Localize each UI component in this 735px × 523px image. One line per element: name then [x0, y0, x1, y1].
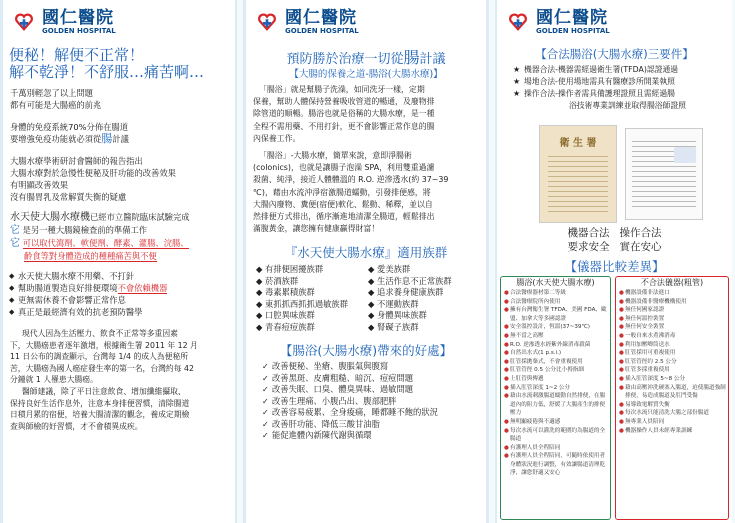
list-item: ● 肛管管徑 0.5 公分比小拇指細	[503, 366, 608, 375]
list-item: ◆ 不運動族群	[368, 298, 419, 309]
benefits-list	[246, 359, 486, 442]
list-item: ● 每次水流只能清洗大腸之部份腸道	[618, 409, 726, 418]
hospital-logo	[505, 10, 531, 36]
list-item: ● 有護理人員全程陪同	[503, 444, 608, 453]
panel-right	[497, 0, 732, 523]
list-item: ● 插入肛管深度 1~2 公分	[503, 384, 608, 393]
legal-device-box: 腸浴(水天使大腸水療) ● 合法醫療器材第二等級 ● 合法醫療院所內使用 ● 擁有台灣衛生署 TFDA、美國 FDA、歐盟、加拿大等多國認證 ● 安全溫控設計，恆溫(37~39℃) ● 無不當之高壓 ● R.O. 逆滲透水經紫外線消毒殺菌 ● 自然出水式(1 p.s.i.) ● 肛管採拋棄式，不會重複使用 ● 肛管管徑 0.5 公分比小拇指細 ● 上肛管與傳遞 ● 插入肛管深度 1~2 公分 ● 藉由水流刺激腸道蠕動自然排便，在腸道內的阻力低，舒緩了大腸產生的排便壓力 ● 無明顯疲倦與不適感 ● 每次水流可以灌洗的範圍約為腸道的全腸道 ● 有護理人員全程陪同 ● 有護理人員全程陪同，可隨時依使用者身體狀況進行調整，有效讓腸道清理乾淨，讓您舒適又安心	[500, 276, 611, 520]
list-item: ◆ 腎礙子族群	[368, 321, 419, 332]
certificate-image-1: 衛 生 署	[539, 125, 617, 223]
list-item: ● 擁有台灣衛生署 TFDA、美國 FDA、歐盟、加拿大等多國認證	[503, 306, 608, 323]
list-item: ● 肛管採拋棄式，不會重複使用	[503, 358, 608, 367]
list-item: ◆ 菸酒族群	[256, 275, 299, 286]
list-item: ● 合法醫療院所內使用	[503, 298, 608, 307]
illegal-device-box: 不合法儀器(粗管) ● 機器設備非法進口 ● 機器設備非醫療機構使用 ● 無任何國家認證 ● 無任何溫控裝置 ● 無任何安全裝置 ● 一般自來水煮沸消毒 ● 利用加壓唧筒送水 ● 肛管採用可重複使用 ● 肛管管徑約 2.5 公分 ● 肛管多採重複使用 ● 插入肛管深度 5~8 公分 ● 藉由高壓沖洗硬塞入腸道，迫使腸道強制排便，易造成腸道及肛門受傷 ● 易導致電解質失衡 ● 每次水流只能清洗大腸之部份腸道 ● 無專業人員陪同 ● 機器操作人員未經專業訓練	[615, 276, 729, 520]
list-item: ◆ 幫助腸道製造良好排便環境不會依賴機器	[9, 282, 229, 294]
comparison-title: 【儀器比較差異】	[564, 259, 665, 274]
hospital-header	[497, 0, 732, 40]
hospital-logo	[254, 10, 280, 36]
list-item: ✓ 改善生理痛、小腹凸出、腹部肥胖	[262, 396, 470, 408]
list-item: ● 無明顯疲倦與不適感	[503, 418, 608, 427]
list-item: ● 藉由水流刺激腸道蠕動自然排便，在腸道內的阻力低，舒緩了大腸產生的排便壓力	[503, 392, 608, 418]
intro-text: 「腸浴」就是幫腸子洗澡，如同洗牙一樣，定期 保養，幫助人體保持營養吸收管道的暢通，及廢物排 除管道的順暢。腸浴也就是俗稱的大腸水療，是一種 全程不需用藥、不用打針，更不會影響正常作息的腸 內保養工作。 「腸浴」-大腸水療，簡單來說，意即淨腸術 (colonics)，也就是讓腸子泡澡 SPA，利用雙重過濾 殺菌、純淨，接近人體體溫的 R.O. 逆滲透水(約 37~39 ℃)，藉由水流沖淨宿激腸道蠕動，引發排便感，將 大腸內廢物、糞便(宿便)軟化、鬆動、稀釋，並以自 然排便方式排出，循序漸進地清潔全腸道，輕鬆排出 滿腹黃金，讓您擁有健康贏得財富！	[253, 85, 449, 234]
list-item: ● 合法醫療器材第二等級	[503, 289, 608, 298]
hospital-name: 國仁醫院	[285, 8, 357, 28]
hospital-name-en: GOLDEN HOSPITAL	[285, 27, 359, 35]
list-item: ● R.O. 逆滲透水經紫外線消毒殺菌	[503, 341, 608, 350]
list-item: ● 一般自來水煮沸消毒	[618, 332, 726, 341]
list-item: ◆ 水天使大腸水療不用藥、不打針	[9, 270, 229, 282]
list-item: ● 每次水流可以灌洗的範圍約為腸道的全腸道	[503, 427, 608, 444]
list-item: ● 插入肛管深度 5~8 公分	[618, 375, 726, 384]
list-item: ● 肛管管徑約 2.5 公分	[618, 358, 726, 367]
list-item: ◆ 口腔異味族群	[256, 310, 315, 321]
hospital-name-en: GOLDEN HOSPITAL	[42, 27, 116, 35]
certificate-image-2	[625, 128, 703, 220]
closing-text: 現代人因為生活壓力、飲食不正常等多重因素 下，大腸癌患者逐年激增，根據衛生署 2011 年 12 月 11 日公布的調查顯示，台灣每 1/4 的成人為便秘所 苦，大腸癌為國人癌症發生率的第一名，台灣約每 42 分鐘就 1 人罹患大腸癌。 醫師建議，除了平日注意飲食、增加纖維攝取、 保持良好生活作息外，注意本身排便習慣，清除腸道 日積月累的宿便，培養大腸清潔的觀念，養成定期檢 查與師檢的好習慣，才不會積異成疾。	[10, 329, 198, 431]
list-item: ● 藉由高壓沖洗硬塞入腸道，迫使腸道強制排便，易造成腸道及肛門受傷	[618, 384, 726, 401]
list-item: ● 無不當之高壓	[503, 332, 608, 341]
hospital-header	[3, 0, 235, 40]
caption: 機器合法 操作合法 要求安全 實在安心	[567, 227, 662, 253]
section-subtitle: 【大腸的保養之道-腸浴(大腸水療)】	[289, 69, 443, 80]
list-item: ● 無任何安全裝置	[618, 323, 726, 332]
list-item: ● 無專業人員陪同	[618, 418, 726, 427]
list-item: ◆ 愛美族群	[368, 264, 411, 275]
list-item: ● 肛管採用可重複使用	[618, 349, 726, 358]
headline-1: 便秘！解便不正常！	[9, 46, 145, 64]
list-item: ● 自然出水式(1 p.s.i.)	[503, 349, 608, 358]
list-item: 浴技術專業訓練並取得腸浴師證照	[569, 101, 686, 110]
section-title: 預防勝於治療一切從腸計議	[286, 48, 446, 67]
hospital-name: 國仁醫院	[42, 8, 114, 28]
requirements-list	[497, 62, 732, 112]
list-item: ◆ 追求養身健康族群	[368, 287, 444, 298]
panel-middle	[246, 0, 486, 523]
list-item: ✓ 改善便秘、坐瘡、腹脹氣與腹寫	[262, 361, 470, 373]
list-item: ● 上肛管與傳遞	[503, 375, 608, 384]
list-item: ● 易導致電解質失衡	[618, 401, 726, 410]
list-item: ✓ 能促進體內新陳代謝與循環	[262, 430, 470, 442]
list-item: ◆ 青春痘痘族群	[256, 321, 315, 332]
list-item: ◆ 有排便困擾族群	[256, 264, 324, 275]
warning-text: 千萬別輕忽了以上問題 都有可能是大腸癌的前兆	[10, 88, 102, 110]
hospital-name-en: GOLDEN HOSPITAL	[536, 27, 610, 35]
benefits-title: 【腸浴(大腸水療)帶來的好處】	[279, 343, 453, 359]
immune-text: 身體的免疫系統70%分佈在腸道 要增強免疫功能就必須從腸計議	[10, 122, 129, 145]
hospital-header	[246, 0, 486, 40]
list-item: ◆ 更無需休養不會影響正常作息	[9, 294, 229, 306]
list-item: ✓ 改善黑斑、皮膚粗糙、暗沉、痘痘問題	[262, 373, 470, 385]
list-item: ✓ 改善容易疲累、全身痠痛，睡都睡不飽的狀況	[262, 407, 470, 419]
list-item: ● 安全溫控設計，恆溫(37~39℃)	[503, 323, 608, 332]
panel-left	[3, 0, 235, 523]
list-item: ● 無任何國家認證	[618, 306, 726, 315]
groups-grid	[246, 264, 486, 333]
list-item: ★ 操作合法-操作者需具備護理證照且需經過腸	[513, 88, 724, 100]
research-text: 大腸水療學術研討會醫師的報告指出 大腸水療對於急慢性便秘及肝功能的改善效果 有明顯改善效果 沒有腸胃乳及常解質失衡的疑慮	[10, 156, 176, 202]
list-item: ● 肛管多採重複使用	[618, 366, 726, 375]
list-item: ● 機器設備非醫療機構使用	[618, 298, 726, 307]
list-item: ◆ 真正是最經濟有效的抗老預防醫學	[9, 306, 229, 318]
list-item: ✓ 改善肝功能、降低三酸甘油脂	[262, 419, 470, 431]
hospital-logo	[11, 10, 37, 36]
list-item: ◆ 東抓抓西抓抓過敏族群	[256, 298, 349, 309]
benefit-bullets	[3, 270, 235, 318]
list-item: ✓ 改善失眠、口臭、體臭異味、過敏問題	[262, 384, 470, 396]
list-item: ● 機器操作人員未經專業訓練	[618, 427, 726, 436]
list-item: ◆ 身體異味族群	[368, 310, 427, 321]
machine-text: 水天使大腸水療機已經市立醫院臨床試驗完成 它 是另一種大腸鏡檢查前的準備工作 它 可以取代瀉劑、軟便劑、酵素、灌腸、浣腸、 齡食等對身體造成的種種痛苦與不便	[10, 212, 190, 261]
list-item: ● 無任何溫控裝置	[618, 315, 726, 324]
list-item: ◆ 生活作息不正常族群	[368, 275, 452, 286]
list-item: ● 利用加壓唧筒送水	[618, 341, 726, 350]
list-item: ★ 機器合法-機器需經過衛生署(TFDA)認證通過	[513, 64, 724, 76]
hospital-name: 國仁醫院	[536, 8, 608, 28]
list-item: ◆ 毒素累積族群	[256, 287, 315, 298]
headline-2: 解不乾淨！不舒服…痛苦啊…	[9, 63, 205, 81]
list-item: ★ 場地合法-使用場地需具有醫療診所開業執照	[513, 76, 724, 88]
list-item: ● 機器設備非法進口	[618, 289, 726, 298]
groups-title: 『水天使大腸水療』適用族群	[284, 245, 448, 261]
requirements-title: 【合法腸浴(大腸水療)三要件】	[535, 47, 694, 61]
list-item: ● 有護理人員全程陪同，可隨時依使用者身體狀況進行調整，有效讓腸道清理乾淨，讓您舒適又安心	[503, 452, 608, 478]
